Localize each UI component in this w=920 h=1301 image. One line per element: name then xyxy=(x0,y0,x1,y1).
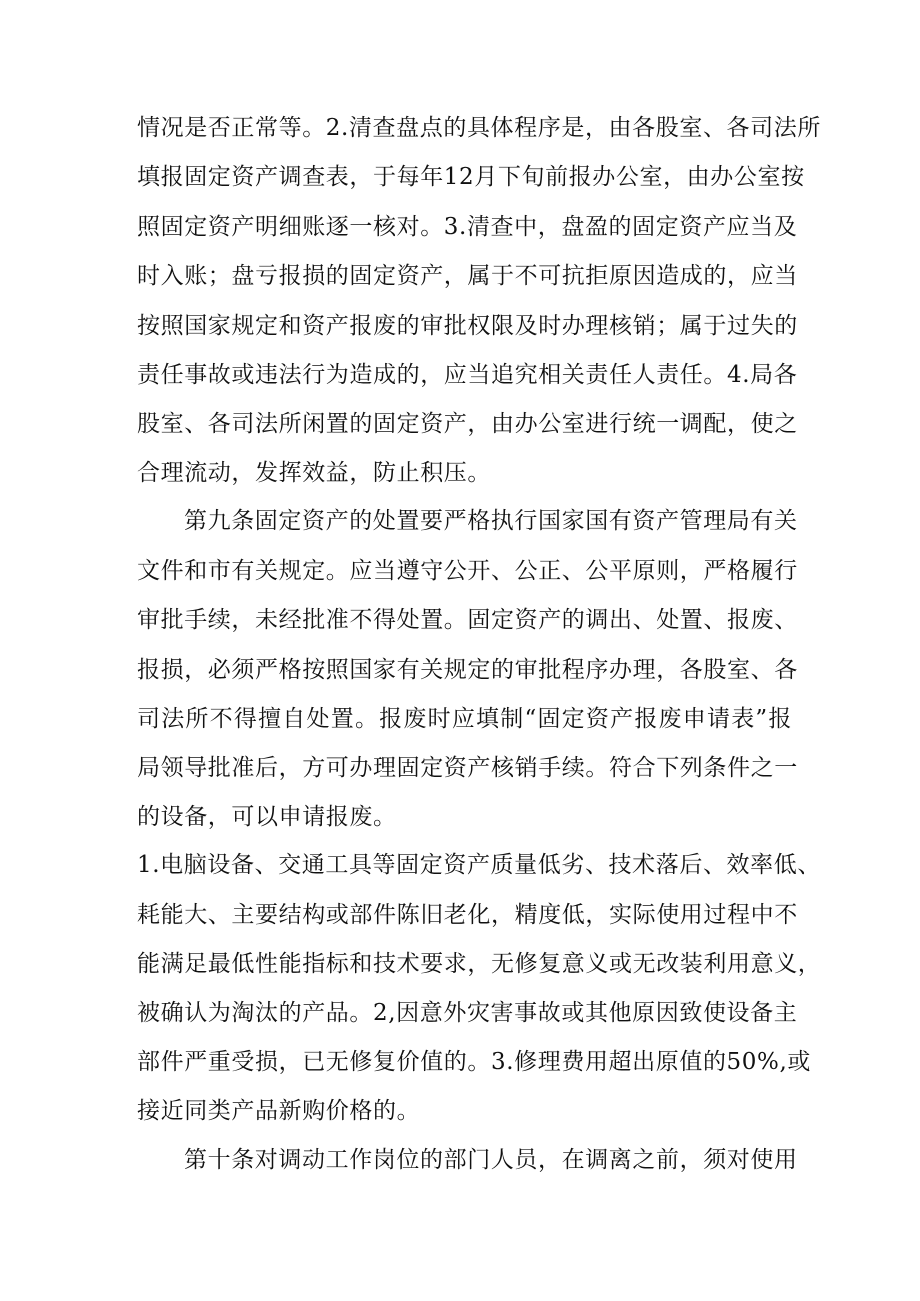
text-line: 照固定资产明细账逐一核对。3.清查中，盘盈的固定资产应当及 xyxy=(137,214,798,240)
text-line: 局领导批准后，方可办理固定资产核销手续。符合下列条件之一 xyxy=(137,755,798,781)
text-line: 填报固定资产调查表，于每年12月下旬前报办公室，由办公室按 xyxy=(137,164,805,190)
text-line: 接近同类产品新购价格的。 xyxy=(137,1098,421,1124)
text-line: 合理流动，发挥效益，防止积压。 xyxy=(137,460,491,486)
text-line: 能满足最低性能指标和技术要求，无修复意义或无改装利用意义， xyxy=(137,951,822,977)
text-line: 部件严重受损，已无修复价值的。3.修理费用超出原值的50%,或 xyxy=(137,1049,811,1075)
text-line: 报损，必须严格按照国家有关规定的审批程序办理，各股室、各 xyxy=(137,657,798,683)
text-line: 责任事故或违法行为造成的，应当追究相关责任人责任。4.局各 xyxy=(137,362,798,388)
text-line: 按照国家规定和资产报废的审批权限及时办理核销；属于过失的 xyxy=(137,313,798,339)
text-line: 第九条固定资产的处置要严格执行国家国有资产管理局有关 xyxy=(184,508,798,534)
text-line: 文件和市有关规定。应当遵守公开、公正、公平原则，严格履行 xyxy=(137,558,798,584)
text-line: 1.电脑设备、交通工具等固定资产质量低劣、技术落后、效率低、 xyxy=(137,852,821,878)
text-line: 情况是否正常等。2.清查盘点的具体程序是，由各股室、各司法所 xyxy=(137,115,821,141)
text-line: 司法所不得擅自处置。报废时应填制“固定资产报废申请表”报 xyxy=(137,706,792,732)
text-line: 被确认为淘汰的产品。2,因意外灾害事故或其他原因致使设备主 xyxy=(137,1000,798,1026)
text-line: 时入账；盘亏报损的固定资产，属于不可抗拒原因造成的，应当 xyxy=(137,263,798,289)
text-line: 股室、各司法所闲置的固定资产，由办公室进行统一调配，使之 xyxy=(137,411,798,437)
text-line: 耗能大、主要结构或部件陈旧老化，精度低，实际使用过程中不 xyxy=(137,902,798,928)
text-line: 审批手续，未经批准不得处置。固定资产的调出、处置、报废、 xyxy=(137,607,798,633)
text-line: 第十条对调动工作岗位的部门人员，在调离之前，须对使用 xyxy=(184,1147,798,1173)
text-line: 的设备，可以申请报废。 xyxy=(137,804,397,830)
